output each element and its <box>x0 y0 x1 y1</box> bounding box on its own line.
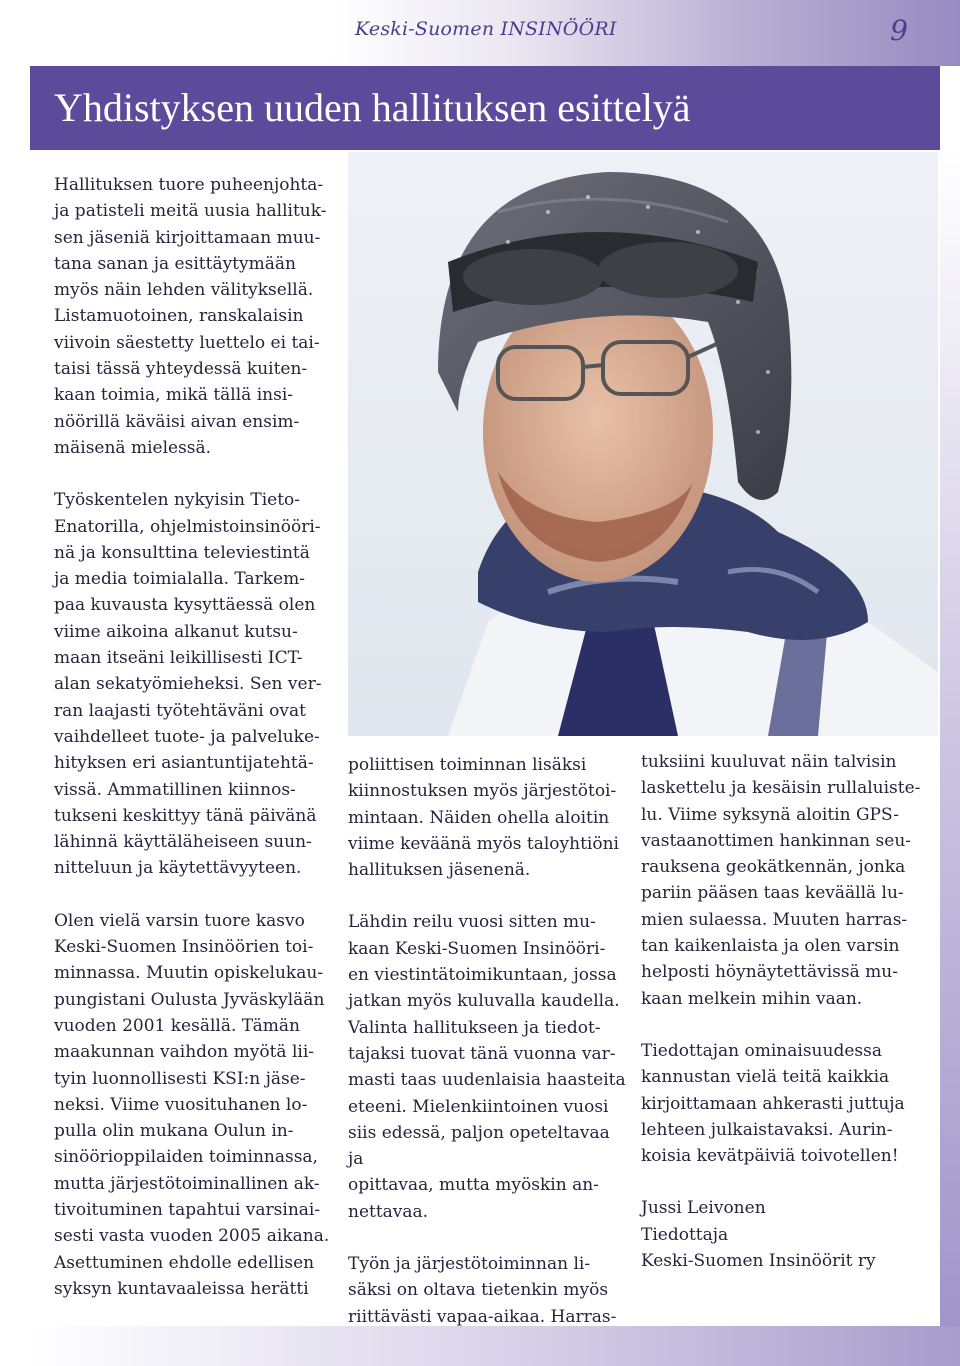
paragraph: poliittisen toiminnan lisäksi kiinnostuksen myös järjestötoi- mintaan. Näiden ohella aloitin viime keväänä myös taloyhtiöni hallituksen jäsenenä. <box>348 755 619 881</box>
author-photo <box>348 152 938 736</box>
paragraph: Työn ja järjestötoiminnan li- säksi on oltava tietenkin myös riittävästi vapaa-aikaa. Harras- <box>348 1254 617 1327</box>
article-column-3 <box>641 749 921 1274</box>
article-column-1 <box>54 172 344 1302</box>
paragraph: Tiedottajan ominaisuudessa kannustan vielä teitä kaikkia kirjoittamaan ahkerasti juttuja lehteen julkaistavaksi. Aurin- koisia kevätpäiviä toivotellen! <box>641 1040 905 1167</box>
paragraph: Olen vielä varsin tuore kasvo Keski-Suomen Insinöörien toi- minnassa. Muutin opiskelukau- pungistani Oulusta Jyväskylään vuoden 2001 kesällä. Tämän maakunnan vaihdon myötä lii- tyin luonnollisesti KSI:n jäse- neksi. Viime vuosituhanen lo- pulla olin mukana Oulun in- sinöörioppilaiden toiminnassa, mutta järjestötoiminallinen ak- tivoituminen tapahtui varsinai- sesti vasta vuoden 2005 aikana. Asettuminen ehdolle edellisen syksyn kuntavaaleissa herätti <box>54 910 330 1299</box>
page-number: 9 <box>890 14 908 47</box>
paragraph: Lähdin reilu vuosi sitten mu- kaan Keski-Suomen Insinööri- en viestintätoimikuntaan, jossa jatkan myös kuluvalla kaudella. Valinta hallitukseen ja tiedot- tajaksi tuovat tänä vuonna var- masti taas uudenlaisia haasteita eteeni. Mielenkiintoinen vuosi siis edessä, paljon opeteltavaa ja opittavaa, mutta myöskin an- nettavaa. <box>348 912 626 1222</box>
bottom-gradient-band <box>30 1326 960 1366</box>
publication-title: Keski-Suomen INSINÖÖRI <box>355 18 617 40</box>
paragraph: tuksiini kuuluvat näin talvisin laskettelu ja kesäisin rullaluiste- lu. Viime syksynä aloitin GPS- vastaanottimen hankinnan seu- rauksena geokätkennän, jonka pariin pääsen taas keväällä lu- mien sulaessa. Muuten harras- tan kaikenlaista ja olen varsin helposti höynäytettävissä mu- kaan melkein mihin vaan. <box>641 752 921 1009</box>
article-column-2 <box>348 752 628 1330</box>
paragraph: Hallituksen tuore puheenjohta- ja patisteli meitä uusia hallituk- sen jäseniä kirjoittamaan muu- tana sanan ja esittäytymään myös näin lehden välityksellä. Listamuotoinen, ranskalaisin viivoin säestetty luettelo ei tai- taisi tässä yhteydessä kuiten- kaan toimia, mikä tällä insi- nöörillä käväisi aivan ensim- mäisenä mielessä. <box>54 175 327 458</box>
article-title-bar <box>30 66 940 150</box>
author-photo-illustration <box>348 152 938 736</box>
side-gradient-band <box>940 150 960 1366</box>
author-signature: Jussi Leivonen Tiedottaja Keski-Suomen Insinöörit ry <box>641 1198 876 1272</box>
article-title: Yhdistyksen uuden hallituksen esittelyä <box>54 85 691 130</box>
paragraph: Työskentelen nykyisin Tieto- Enatorilla, ohjelmistoinsinööri- nä ja konsulttina televiestintä ja media toimialalla. Tarkem- paa kuvausta kysyttäessä olen viime aikoina alkanut kutsu- maan itseäni leikillisesti ICT- alan sekatyömieheksi. Sen ver- ran laajasti työtehtäväni ovat vaihdelleet tuote- ja palveluke- hityksen eri asiantuntijatehtä- vissä. Ammatillinen kiinnos- tukseni keskittyy tänä päivänä lähinnä käyttäläheiseen suun- nitteluun ja käytettävyyteen. <box>54 490 322 879</box>
